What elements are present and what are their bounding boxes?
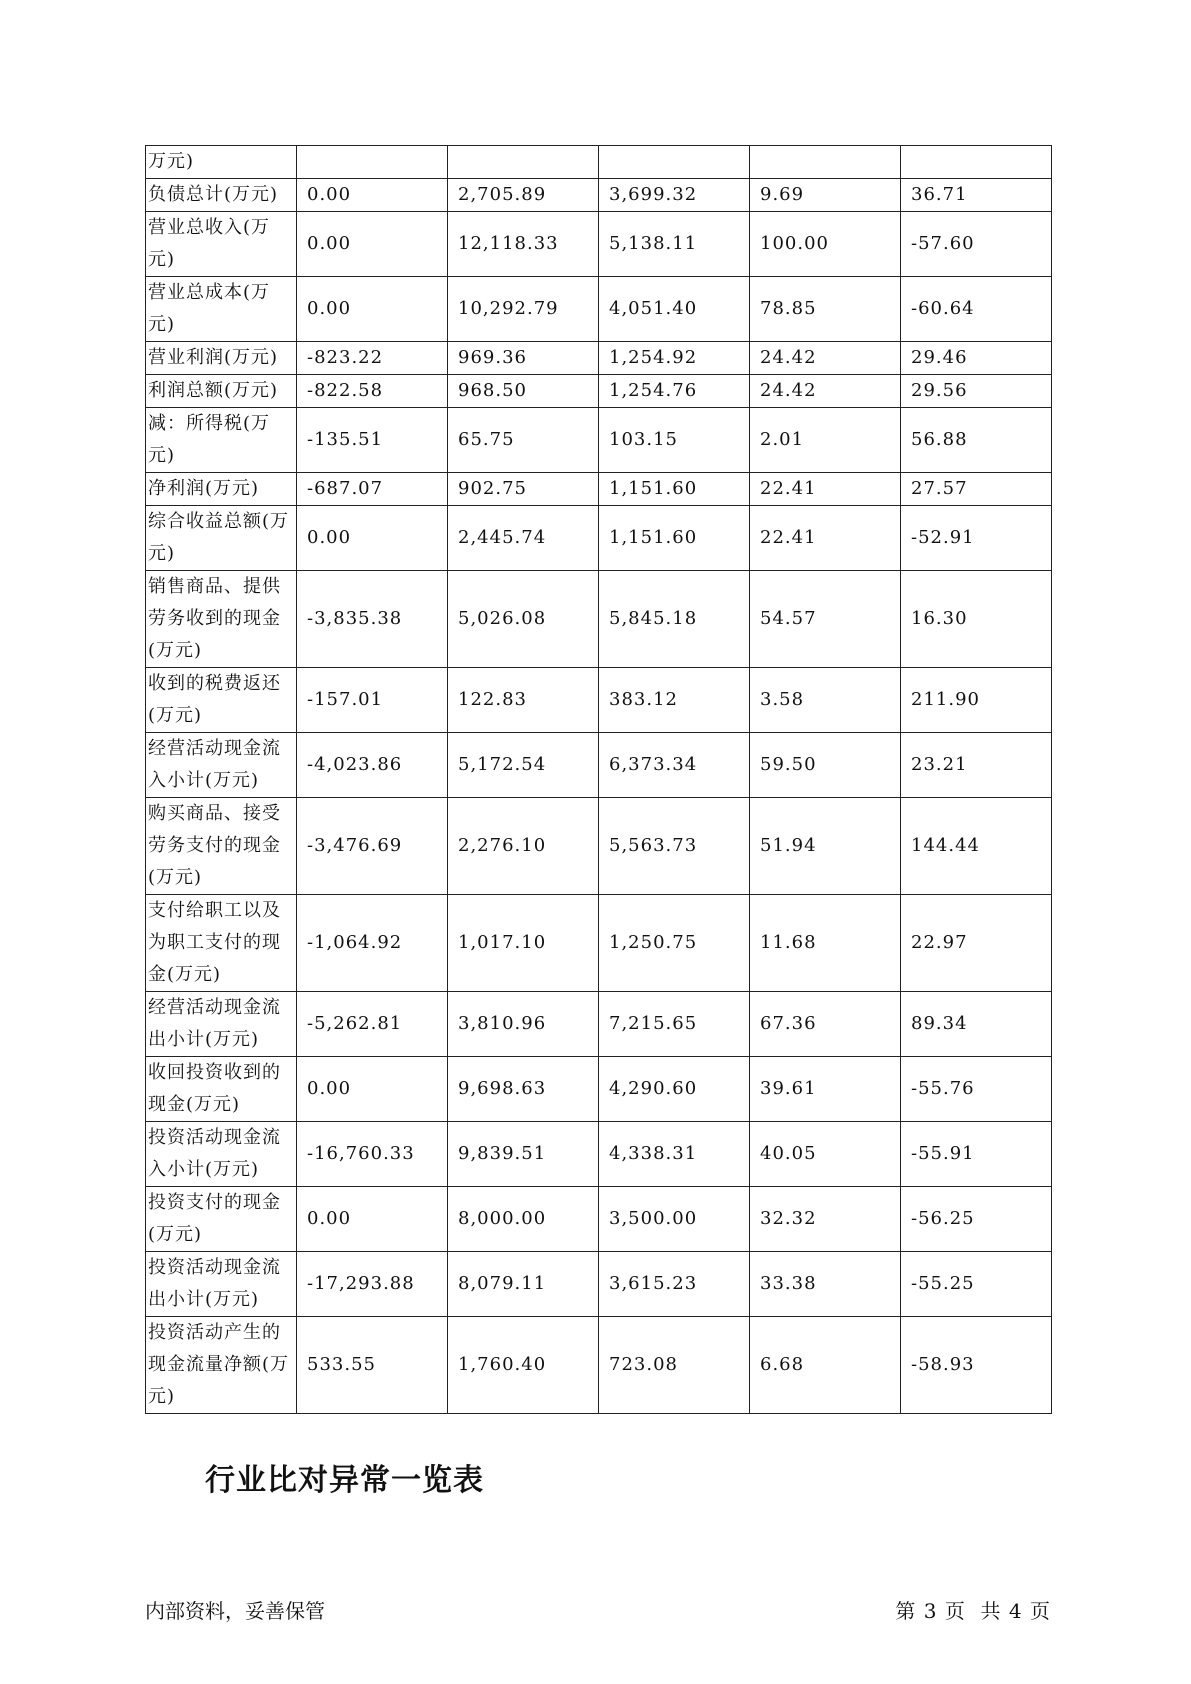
page-prefix: 第 [895,1599,917,1623]
row-value-c4: 9.69 [750,179,901,212]
row-value-c3: 5,845.18 [599,571,750,668]
row-value-c4: 67.36 [750,992,901,1057]
row-value-c5: 56.88 [901,408,1052,473]
row-value-c1: -135.51 [297,408,448,473]
row-value-c3: 5,563.73 [599,798,750,895]
row-value-c3: 1,254.76 [599,375,750,408]
page-current: 3 [923,1599,938,1623]
row-value-c2: 65.75 [448,408,599,473]
row-value-c2: 8,000.00 [448,1187,599,1252]
row-value-c1: 0.00 [297,277,448,342]
row-value-c2: 1,017.10 [448,895,599,992]
financial-data-table [145,145,1052,1414]
table-row [146,798,1052,895]
row-value-c1: -3,476.69 [297,798,448,895]
row-label: 减：所得税(万元) [146,408,297,473]
row-value-c2: 10,292.79 [448,277,599,342]
row-value-c1: -5,262.81 [297,992,448,1057]
table-row [146,408,1052,473]
row-value-c4: 78.85 [750,277,901,342]
row-value-c4: 11.68 [750,895,901,992]
row-value-c2: 5,172.54 [448,733,599,798]
row-value-c5: -60.64 [901,277,1052,342]
table-row [146,895,1052,992]
row-value-c2: 968.50 [448,375,599,408]
row-value-c4: 2.01 [750,408,901,473]
row-value-c4: 24.42 [750,375,901,408]
row-value-c2: 122.83 [448,668,599,733]
row-value-c5: 22.97 [901,895,1052,992]
table-row [146,571,1052,668]
row-value-c2: 2,276.10 [448,798,599,895]
row-value-c1: 0.00 [297,212,448,277]
row-value-c3: 7,215.65 [599,992,750,1057]
footer-confidential-note: 内部资料，妥善保管 [145,1599,325,1623]
row-label: 负债总计(万元) [146,179,297,212]
row-label: 购买商品、接受劳务支付的现金(万元) [146,798,297,895]
row-value-c2: 9,839.51 [448,1122,599,1187]
row-value-c4: 3.58 [750,668,901,733]
table-row [146,179,1052,212]
row-value-c4: 22.41 [750,473,901,506]
row-value-c3: 1,151.60 [599,506,750,571]
table-body [146,146,1052,1414]
row-value-c3: 4,051.40 [599,277,750,342]
row-label: 投资支付的现金(万元) [146,1187,297,1252]
row-label: 投资活动产生的现金流量净额(万元) [146,1317,297,1414]
row-label: 经营活动现金流入小计(万元) [146,733,297,798]
row-value-c2: 2,445.74 [448,506,599,571]
page-total: 4 [1008,1599,1023,1623]
row-label: 万元) [146,146,297,179]
row-value-c4: 39.61 [750,1057,901,1122]
row-value-c3: 723.08 [599,1317,750,1414]
table-row [146,1252,1052,1317]
row-value-c1: -4,023.86 [297,733,448,798]
row-label: 收到的税费返还(万元) [146,668,297,733]
row-value-c4 [750,146,901,179]
row-value-c2: 969.36 [448,342,599,375]
row-value-c5: -58.93 [901,1317,1052,1414]
row-value-c2: 902.75 [448,473,599,506]
row-label: 经营活动现金流出小计(万元) [146,992,297,1057]
table-row [146,1317,1052,1414]
row-value-c3: 383.12 [599,668,750,733]
row-value-c3 [599,146,750,179]
table-row [146,1122,1052,1187]
row-value-c4: 24.42 [750,342,901,375]
row-value-c1: 0.00 [297,1187,448,1252]
row-value-c3: 3,500.00 [599,1187,750,1252]
row-value-c3: 1,151.60 [599,473,750,506]
row-label: 营业总收入(万元) [146,212,297,277]
table-row [146,277,1052,342]
row-value-c3: 3,615.23 [599,1252,750,1317]
row-value-c1: -687.07 [297,473,448,506]
row-label: 销售商品、提供劳务收到的现金(万元) [146,571,297,668]
row-value-c5: 36.71 [901,179,1052,212]
row-value-c4: 6.68 [750,1317,901,1414]
table-row [146,506,1052,571]
row-value-c5: -56.25 [901,1187,1052,1252]
row-value-c1: 533.55 [297,1317,448,1414]
table-row [146,473,1052,506]
row-label: 支付给职工以及为职工支付的现金(万元) [146,895,297,992]
row-value-c5: 89.34 [901,992,1052,1057]
section-title: 行业比对异常一览表 [205,1463,484,1498]
row-value-c3: 103.15 [599,408,750,473]
row-label: 收回投资收到的现金(万元) [146,1057,297,1122]
row-value-c5: -55.91 [901,1122,1052,1187]
row-value-c1: -16,760.33 [297,1122,448,1187]
row-value-c4: 22.41 [750,506,901,571]
row-value-c4: 40.05 [750,1122,901,1187]
row-value-c4: 33.38 [750,1252,901,1317]
row-label: 综合收益总额(万元) [146,506,297,571]
row-value-c1: -157.01 [297,668,448,733]
row-value-c3: 3,699.32 [599,179,750,212]
table-row [146,1187,1052,1252]
table-row [146,733,1052,798]
row-value-c5: -57.60 [901,212,1052,277]
row-value-c5: 27.57 [901,473,1052,506]
row-value-c3: 5,138.11 [599,212,750,277]
row-label: 营业总成本(万元) [146,277,297,342]
table-row [146,668,1052,733]
row-value-c3: 1,254.92 [599,342,750,375]
row-label: 投资活动现金流入小计(万元) [146,1122,297,1187]
footer-page-number [895,1595,1051,1624]
row-value-c3: 6,373.34 [599,733,750,798]
row-value-c4: 51.94 [750,798,901,895]
row-value-c1: -17,293.88 [297,1252,448,1317]
table-row [146,375,1052,408]
row-value-c2: 9,698.63 [448,1057,599,1122]
row-value-c2: 1,760.40 [448,1317,599,1414]
row-value-c5: 23.21 [901,733,1052,798]
row-value-c1: 0.00 [297,1057,448,1122]
row-value-c1: -1,064.92 [297,895,448,992]
row-value-c3: 1,250.75 [599,895,750,992]
row-value-c4: 59.50 [750,733,901,798]
row-value-c5: 16.30 [901,571,1052,668]
page-suffix: 页 [1030,1599,1051,1623]
row-value-c1: -3,835.38 [297,571,448,668]
row-value-c5: 211.90 [901,668,1052,733]
row-label: 净利润(万元) [146,473,297,506]
row-value-c5: -55.25 [901,1252,1052,1317]
row-value-c2: 5,026.08 [448,571,599,668]
table-row [146,1057,1052,1122]
row-value-c2: 8,079.11 [448,1252,599,1317]
row-value-c2 [448,146,599,179]
row-value-c5: 29.46 [901,342,1052,375]
row-value-c2: 2,705.89 [448,179,599,212]
row-value-c5 [901,146,1052,179]
row-value-c4: 54.57 [750,571,901,668]
row-value-c3: 4,290.60 [599,1057,750,1122]
row-value-c5: 144.44 [901,798,1052,895]
row-value-c1: 0.00 [297,179,448,212]
table-row [146,146,1052,179]
row-value-c1: -822.58 [297,375,448,408]
table-row [146,212,1052,277]
row-label: 营业利润(万元) [146,342,297,375]
row-value-c2: 12,118.33 [448,212,599,277]
row-value-c3: 4,338.31 [599,1122,750,1187]
row-value-c4: 32.32 [750,1187,901,1252]
page-mid: 页 共 [944,1599,1002,1623]
row-value-c5: 29.56 [901,375,1052,408]
row-value-c5: -52.91 [901,506,1052,571]
row-value-c5: -55.76 [901,1057,1052,1122]
row-value-c2: 3,810.96 [448,992,599,1057]
row-value-c4: 100.00 [750,212,901,277]
table-row [146,342,1052,375]
row-value-c1: -823.22 [297,342,448,375]
row-label: 投资活动现金流出小计(万元) [146,1252,297,1317]
row-label: 利润总额(万元) [146,375,297,408]
row-value-c1 [297,146,448,179]
row-value-c1: 0.00 [297,506,448,571]
table-row [146,992,1052,1057]
